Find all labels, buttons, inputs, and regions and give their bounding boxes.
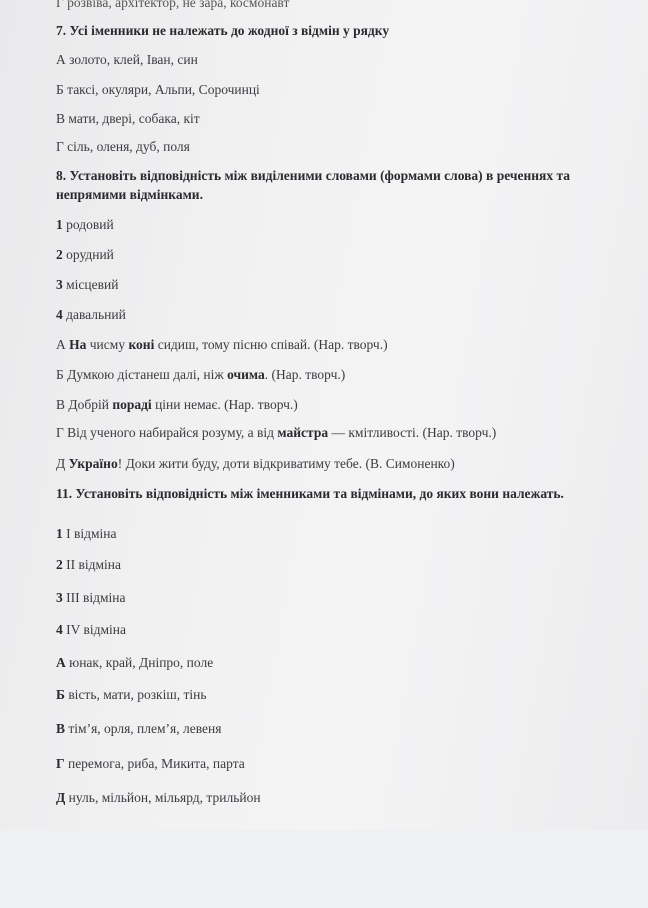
q11-declension-3 (56, 589, 126, 606)
q7-option-a: А золото, клей, Іван, син (56, 52, 198, 67)
highlighted-word: очима (227, 367, 265, 382)
declension-number: 2 (56, 557, 63, 572)
declension-number: 3 (56, 590, 63, 605)
bottom-background (0, 830, 648, 908)
q8-sentence-b (56, 366, 345, 383)
q11-option-d (56, 789, 261, 806)
highlighted-word: Україно (68, 456, 118, 471)
cut-off-line: Г розвіва, архітектор, не зара, космонавт (56, 0, 290, 10)
declension-number: 1 (56, 526, 63, 541)
sentence-text: ! Доки жити буду, доти відкриватиму тебе. (В. Симоненко) (117, 456, 455, 471)
q11-declension-4 (56, 621, 126, 638)
q8-case-1 (56, 216, 114, 233)
option-text: тім’я, орля, плем’я, левеня (65, 721, 222, 736)
q7-option-v: В мати, двері, собака, кіт (56, 111, 200, 126)
question-11: 11. Установіть відповідність між іменниками та відмінами, до яких вони належать. (56, 486, 564, 501)
highlighted-word: майстра (277, 425, 329, 440)
option-letter: Б (56, 687, 65, 702)
option-text: перемога, риба, Микита, парта (64, 756, 245, 771)
option-letter: В (56, 721, 66, 736)
q8-sentence-d (56, 455, 455, 472)
sentence-text: . (Нар. творч.) (264, 367, 346, 382)
q7-option-h: Г сіль, оленя, дуб, поля (56, 139, 190, 154)
highlighted-word: На (69, 337, 87, 352)
q8-sentence-a (56, 336, 388, 353)
declension-number: 4 (56, 622, 63, 637)
option-letter: Д (56, 790, 66, 805)
option-text: юнак, край, Дніпро, поле (65, 655, 214, 670)
sentence-text: Б Думкою дістанеш далі, ніж (56, 367, 228, 382)
q8-case-3 (56, 276, 118, 293)
q11-option-a (56, 654, 213, 671)
q8-sentence-v (56, 396, 298, 413)
option-text: вість, мати, розкіш, тінь (64, 687, 207, 702)
sentence-text: чисму (86, 337, 129, 352)
declension-label: III відміна (62, 590, 126, 605)
option-letter: А (56, 655, 66, 670)
q7-option-b: Б таксі, окуляри, Альпи, Сорочинці (56, 82, 260, 97)
declension-label: I відміна (62, 526, 117, 541)
sentence-text: А (56, 337, 70, 352)
highlighted-word: пораді (112, 397, 152, 412)
question-8-line-1: 8. Установіть відповідність між виділеними словами (формами слова) в реченнях та (56, 168, 571, 183)
highlighted-word: коні (128, 337, 155, 352)
sentence-text: Д (56, 456, 69, 471)
option-text: нуль, мільйон, мільярд, трильйон (65, 790, 261, 805)
q11-option-b (56, 686, 207, 703)
q8-case-2 (56, 246, 114, 263)
option-letter: Г (56, 756, 65, 771)
sentence-text: — кмітливості. (Нар. творч.) (328, 425, 497, 440)
sentence-text: В Добрій (56, 397, 113, 412)
q8-case-4 (56, 306, 126, 323)
q11-declension-1 (56, 525, 117, 542)
case-number: 2 (56, 247, 63, 262)
case-number: 1 (56, 217, 63, 232)
sentence-text: сидиш, тому пісню співай. (Нар. творч.) (154, 337, 388, 352)
sentence-text: Г Від ученого набирайся розуму, а від (56, 425, 278, 440)
question-8-line-2: непрямими відмінками. (56, 187, 203, 202)
question-7: 7. Усі іменники не належать до жодної з відмін у рядку (56, 23, 390, 38)
case-number: 3 (56, 277, 63, 292)
case-number: 4 (56, 307, 63, 322)
case-label: давальний (62, 307, 126, 322)
q11-option-v (56, 720, 221, 737)
case-label: родовий (62, 217, 114, 232)
declension-label: II відміна (62, 557, 121, 572)
q11-declension-2 (56, 556, 121, 573)
sentence-text: ціни немає. (Нар. творч.) (151, 397, 298, 412)
declension-label: IV відміна (62, 622, 127, 637)
case-label: орудний (62, 247, 114, 262)
q8-sentence-h (56, 424, 496, 441)
case-label: місцевий (62, 277, 119, 292)
q11-option-h (56, 755, 245, 772)
